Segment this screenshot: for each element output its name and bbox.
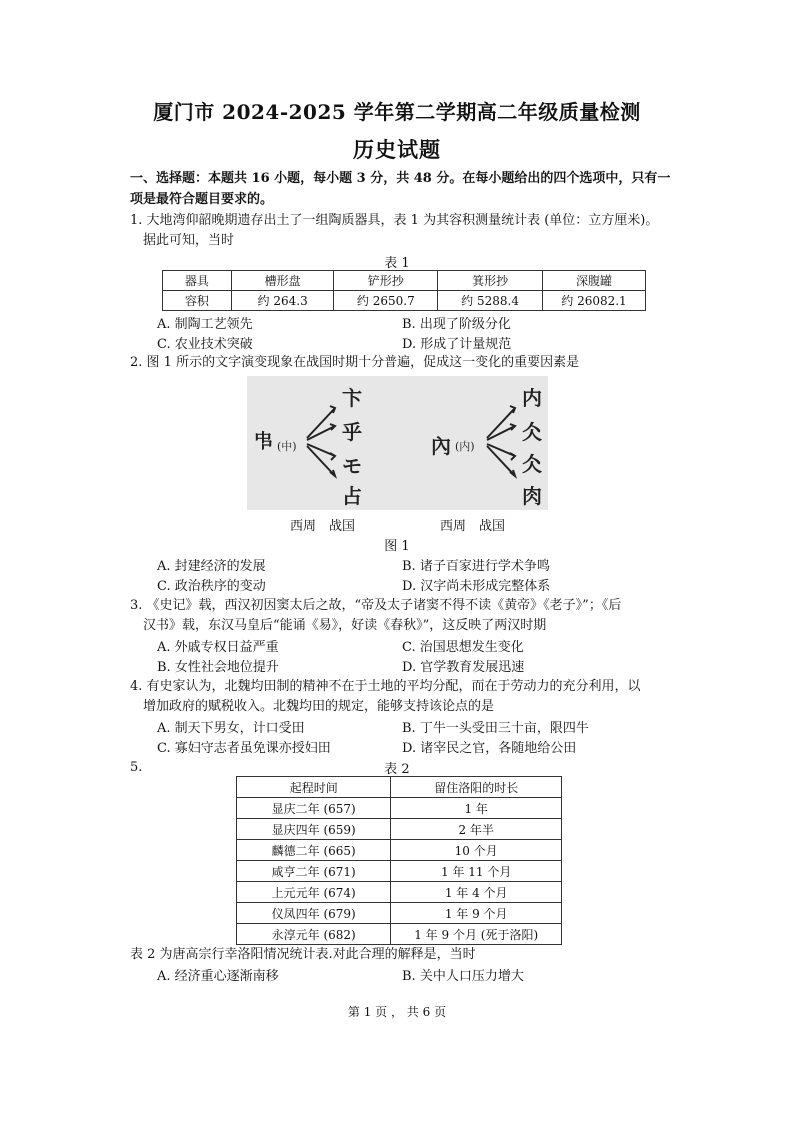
q1-option-a: A. 制陶工艺领先: [157, 317, 253, 332]
q3-stem-line2: 汉书》载，东汉马皇后“能诵《易》，好读《春秋》”，这反映了两汉时期: [143, 618, 547, 633]
q5-stem: 表 2 为唐高宗行幸洛阳情况统计表.对此合理的解释是，当时: [130, 947, 476, 962]
q5-option-a: A. 经济重心逐渐南移: [157, 969, 279, 984]
q2-stem: 2. 图 1 所示的文字演变现象在战国时期十分普遍，促成这一变化的重要因素是: [130, 355, 580, 370]
table-cell: 箕形抄: [438, 271, 543, 291]
glyph-zhong-variant-2: 乎: [342, 420, 362, 444]
q4-option-d: D. 诸宰民之官，各随地给公田: [402, 741, 577, 756]
table-cell: 麟德二年 (665): [237, 840, 391, 861]
table-cell: 约 5288.4: [438, 291, 543, 311]
table-row: [237, 882, 562, 903]
q3-option-c: C. 治国思想发生变化: [402, 640, 524, 655]
table-cell: 1 年: [391, 798, 562, 819]
table-cell: 1 年 11 个月: [391, 861, 562, 882]
page-title: 厦门市 2024-2025 学年第二学期高二年级质量检测: [153, 100, 641, 124]
table-cell: 槽形盘: [231, 271, 334, 291]
figure-label-right: 西周 战国: [440, 519, 506, 534]
table-cell: 仪凤四年 (679): [237, 903, 391, 924]
glyph-zhong-variant-3: モ: [342, 454, 362, 478]
table-row: [237, 861, 562, 882]
q1-option-d: D. 形成了计量规范: [402, 337, 512, 352]
q2-option-b: B. 诸子百家进行学术争鸣: [402, 559, 550, 574]
glyph-zhong-western-zhou: 𠁧: [253, 429, 273, 453]
table-row: [237, 924, 562, 945]
q4-stem-line1: 4. 有史家认为，北魏均田制的精神不在于土地的平均分配，而在于劳动力的充分利用，以: [130, 679, 641, 694]
table-cell: 显庆二年 (657): [237, 798, 391, 819]
section-intro: 一、选择题：本题共 16 小题，每小题 3 分，共 48 分。在每小题给出的四个选项中，只有一项是最符合题目要求的。: [130, 171, 671, 207]
q2-option-d: D. 汉字尚未形成完整体系: [402, 579, 551, 594]
table-cell: 显庆四年 (659): [237, 819, 391, 840]
table-cell: 1 年 9 个月 (死于洛阳): [391, 924, 562, 945]
table-row: [237, 819, 562, 840]
table-row: [237, 840, 562, 861]
q4-option-c: C. 寡妇守志者虽免课亦授妇田: [157, 741, 331, 756]
table-cell: 约 264.3: [231, 291, 334, 311]
table-1: [162, 270, 646, 311]
page-subtitle: 历史试题: [353, 137, 441, 162]
table-cell: 起程时间: [237, 777, 391, 798]
q1-stem-line1: 1. 大地湾仰韶晚期遗存出土了一组陶质器具，表 1 为其容积测量统计表 (单位：立方厘米)。: [130, 213, 659, 228]
table1-caption: 表 1: [384, 256, 410, 271]
q5-option-b: B. 关中人口压力增大: [402, 969, 524, 984]
q4-option-b: B. 丁牛一头受田三十亩，限四牛: [402, 721, 589, 736]
table-cell: 留住洛阳的时长: [391, 777, 562, 798]
table-cell: 2 年半: [391, 819, 562, 840]
table-cell: 容积: [163, 291, 232, 311]
figure-label-left: 西周 战国: [290, 519, 356, 534]
figure-caption: 图 1: [384, 539, 410, 554]
glyph-nei-variant-4: 肉: [522, 484, 542, 508]
figure-1: [247, 376, 548, 510]
table-row: [237, 798, 562, 819]
q4-stem-line2: 增加政府的赋税收入。北魏均田的规定，能够支持该论点的是: [143, 699, 495, 714]
table-cell: 永淳元年 (682): [237, 924, 391, 945]
table-row: [163, 291, 646, 311]
q3-stem-line1: 3. 《史记》载，西汉初因窦太后之故，“帝及太子诸窦不得不读《黄帝》《老子》”；《后: [130, 598, 622, 613]
q5-number: 5.: [130, 760, 143, 775]
table-row: [237, 903, 562, 924]
table-cell: 10 个月: [391, 840, 562, 861]
table2-caption: 表 2: [384, 762, 410, 777]
table-row: [163, 271, 646, 291]
glyph-nei-variant-2: 仌: [522, 420, 542, 444]
table-cell: 1 年 4 个月: [391, 882, 562, 903]
table-cell: 器具: [163, 271, 232, 291]
table-cell: 咸亨二年 (671): [237, 861, 391, 882]
table-row: [237, 777, 562, 798]
q3-option-a: A. 外戚专权日益严重: [157, 640, 279, 655]
figure-right-source: (内): [455, 440, 475, 453]
glyph-zhong-variant-1: 卞: [342, 386, 362, 410]
q3-option-b: B. 女性社会地位提升: [157, 660, 279, 675]
glyph-nei-variant-1: 内: [522, 386, 542, 410]
table-cell: 1 年 9 个月: [391, 903, 562, 924]
table-2: [236, 776, 562, 945]
table-cell: 约 2650.7: [334, 291, 438, 311]
q2-option-c: C. 政治秩序的变动: [157, 579, 266, 594]
glyph-nei-variant-3: 仌: [522, 452, 542, 476]
glyph-zhong-variant-4: 占: [342, 484, 362, 508]
q3-option-d: D. 官学教育发展迅速: [402, 660, 525, 675]
page-footer: 第 1 页 ， 共 6 页: [347, 1005, 447, 1019]
glyph-nei-western-zhou: 內: [431, 434, 451, 458]
figure-left-source: (中): [277, 440, 297, 453]
q4-option-a: A. 制天下男女，计口受田: [157, 721, 305, 736]
q2-option-a: A. 封建经济的发展: [157, 559, 266, 574]
table-cell: 深腹罐: [542, 271, 645, 291]
table-cell: 上元元年 (674): [237, 882, 391, 903]
q1-stem-line2: 据此可知，当时: [143, 233, 235, 248]
q1-option-b: B. 出现了阶级分化: [402, 317, 511, 332]
table-cell: 铲形抄: [334, 271, 438, 291]
table-cell: 约 26082.1: [542, 291, 645, 311]
q1-option-c: C. 农业技术突破: [157, 337, 253, 352]
